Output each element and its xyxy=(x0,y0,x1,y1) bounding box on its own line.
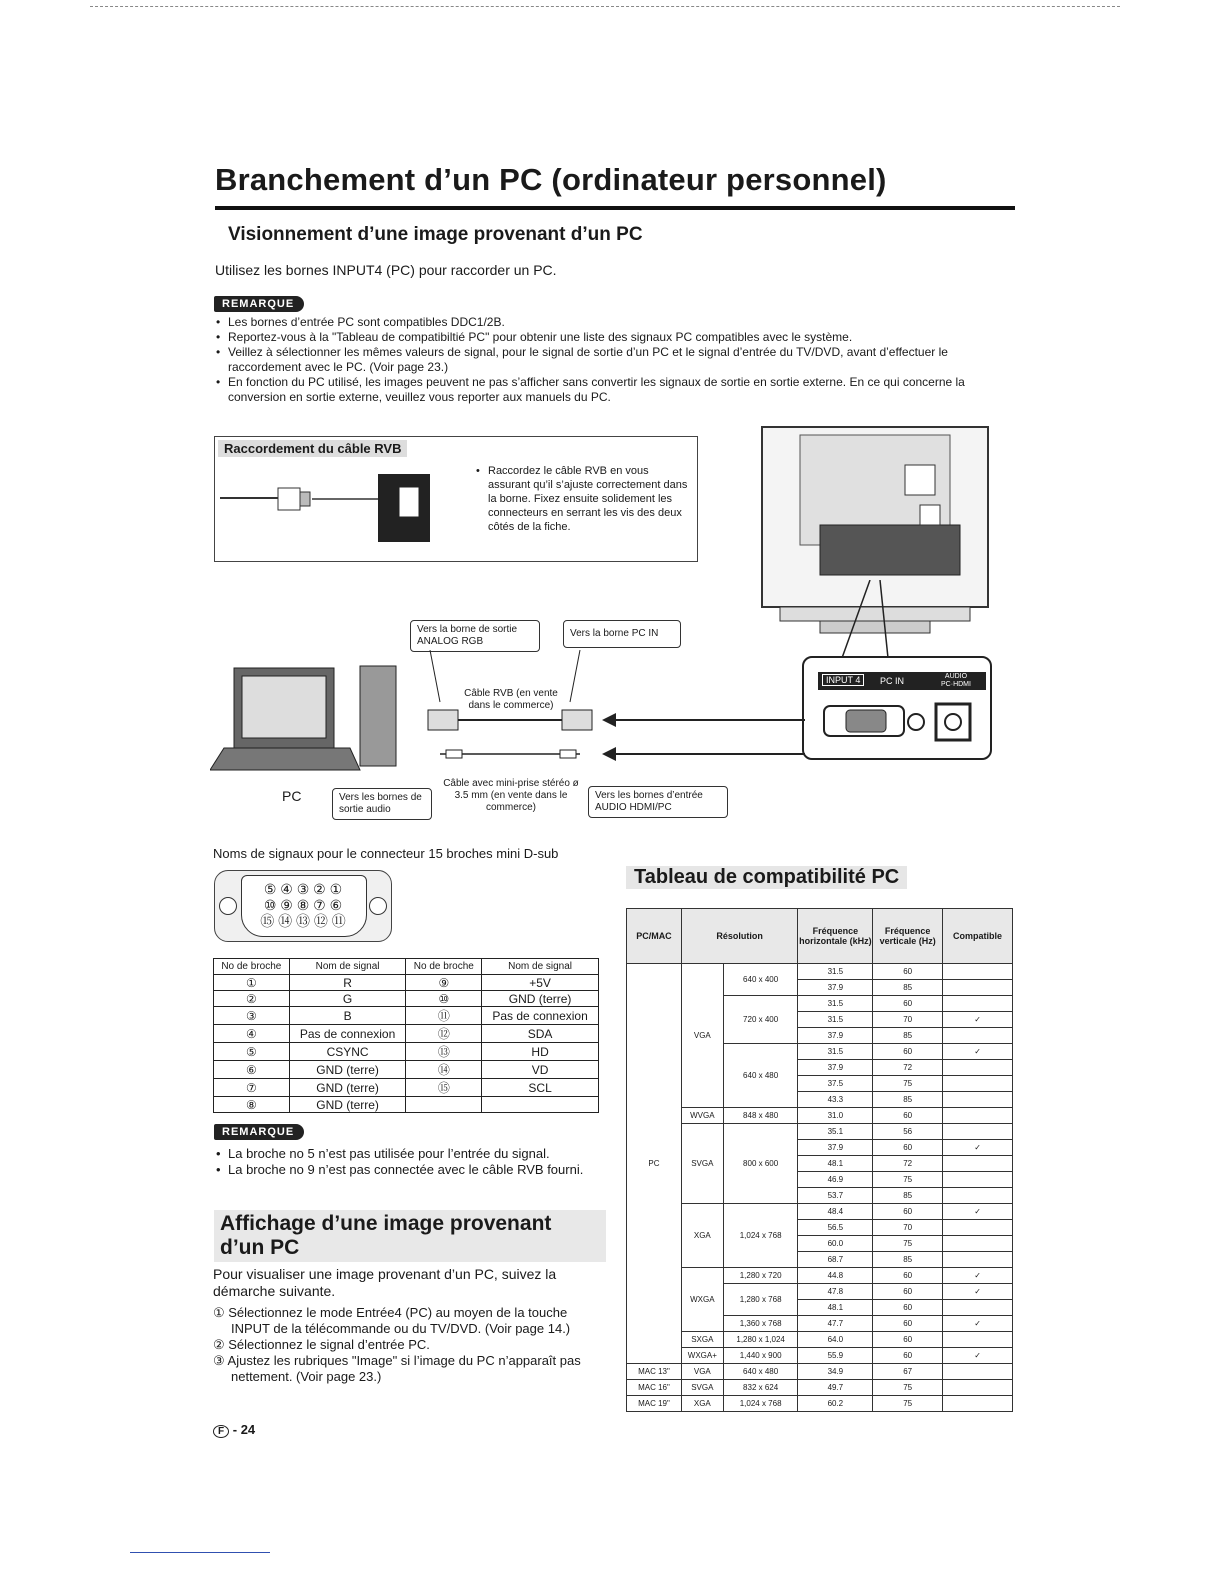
note-item: • En fonction du PC utilisé, les images peuvent ne pas s’afficher sans convertir les signaux de sortie en sortie externe. En ce qui concerne la conversion en sortie externe, veuillez vous reporter aux manuels du PC. xyxy=(214,375,1014,405)
compat-cell: SVGA xyxy=(681,1380,723,1396)
compat-cell: 31.5 xyxy=(798,996,873,1012)
pin-cell: ③ xyxy=(214,1007,290,1025)
compat-cell: PC xyxy=(627,964,682,1364)
compat-cell: XGA xyxy=(681,1204,723,1268)
intro-text: Utilisez les bornes INPUT4 (PC) pour raccorder un PC. xyxy=(215,262,557,278)
compat-cell: 85 xyxy=(873,1092,943,1108)
pin-cell: ⑦ xyxy=(214,1079,290,1097)
compat-cell xyxy=(943,1028,1013,1044)
pin-cell: B xyxy=(289,1007,406,1025)
compat-cell: 1,440 x 900 xyxy=(723,1348,798,1364)
compat-cell: 48.1 xyxy=(798,1300,873,1316)
compat-cell: 1,280 x 720 xyxy=(723,1268,798,1284)
compat-cell: 70 xyxy=(873,1012,943,1028)
display-steps xyxy=(213,1305,593,1385)
display-intro: Pour visualiser une image provenant d’un PC, suivez la démarche suivante. xyxy=(213,1266,557,1299)
pin-cell: ⑪ xyxy=(406,1007,482,1025)
cables xyxy=(420,650,820,790)
compat-cell: 47.8 xyxy=(798,1284,873,1300)
compat-row xyxy=(627,1108,1013,1124)
remark-badge: REMARQUE xyxy=(214,294,304,312)
compat-cell: 37.5 xyxy=(798,1076,873,1092)
compat-cell: MAC 16" xyxy=(627,1380,682,1396)
pin-header: Nom de signal xyxy=(289,959,406,975)
compat-cell: 85 xyxy=(873,1188,943,1204)
compat-cell: 60.0 xyxy=(798,1236,873,1252)
compat-cell xyxy=(943,1364,1013,1380)
step-item: ① Sélectionnez le mode Entrée4 (PC) au moyen de la touche INPUT de la télécommande ou du TV/DVD. (Voir page 14.) xyxy=(213,1305,571,1336)
compat-cell xyxy=(943,1220,1013,1236)
compat-cell xyxy=(943,1380,1013,1396)
bottom-rule xyxy=(130,1552,270,1553)
compat-row xyxy=(627,1204,1013,1220)
compat-cell: 56.5 xyxy=(798,1220,873,1236)
compat-cell: 55.9 xyxy=(798,1348,873,1364)
compat-cell: 44.8 xyxy=(798,1268,873,1284)
rvb-instructions: • Raccordez le câble RVB en vous assurant qu’il s’ajuste correctement dans la borne. Fixez ensuite solidement les connecteurs en serrant les vis des deux côtés de la fiche. xyxy=(476,465,688,533)
compat-header: Résolution xyxy=(681,909,798,964)
compat-cell: WXGA+ xyxy=(681,1348,723,1364)
compat-cell: VGA xyxy=(681,964,723,1108)
compat-cell: 60 xyxy=(873,1316,943,1332)
compat-cell xyxy=(943,1332,1013,1348)
compat-cell: 49.7 xyxy=(798,1380,873,1396)
pin-cell xyxy=(482,1097,599,1113)
pins-caption: Noms de signaux pour le connecteur 15 broches mini D-sub xyxy=(213,846,559,861)
compat-cell: 70 xyxy=(873,1220,943,1236)
input-panel-zoom xyxy=(802,656,992,760)
section-title: Visionnement d’une image provenant d’un PC xyxy=(228,224,643,245)
compat-cell: 31.5 xyxy=(798,1012,873,1028)
compat-cell: 31.5 xyxy=(798,1044,873,1060)
compat-cell xyxy=(943,1300,1013,1316)
pin-row xyxy=(214,991,599,1007)
panel-input-label: INPUT 4 xyxy=(822,674,864,686)
pin-row-3: ⑮ ⑭ ⑬ ⑫ ⑪ xyxy=(260,913,346,929)
compat-cell: 60 xyxy=(873,1204,943,1220)
compat-cell: 67 xyxy=(873,1364,943,1380)
screw-right-icon xyxy=(369,897,387,915)
compat-cell: 60.2 xyxy=(798,1396,873,1412)
compat-cell: ✓ xyxy=(943,1044,1013,1060)
pin-note-item: • La broche no 5 n’est pas utilisée pour l’entrée du signal. xyxy=(214,1146,594,1162)
compat-cell: XGA xyxy=(681,1396,723,1412)
pin-row xyxy=(214,1079,599,1097)
display-title: Affichage d’une image provenant d’un PC xyxy=(214,1210,606,1262)
compat-cell: SVGA xyxy=(681,1124,723,1204)
pin-cell: G xyxy=(289,991,406,1007)
pin-cell: GND (terre) xyxy=(289,1097,406,1113)
compat-cell: 56 xyxy=(873,1124,943,1140)
compat-cell xyxy=(943,980,1013,996)
compat-cell: WVGA xyxy=(681,1108,723,1124)
compat-cell: 640 x 480 xyxy=(723,1364,798,1380)
page-number: F - 24 xyxy=(213,1422,255,1438)
note-item: • Reportez-vous à la "Tableau de compatibiltié PC" pour obtenir une liste des signaux PC compatibles avec le système. xyxy=(214,330,1014,345)
callout-audio-in: Vers les bornes d’entrée AUDIO HDMI/PC xyxy=(588,786,728,818)
compat-header: Compatible xyxy=(943,909,1013,964)
compat-mac-row xyxy=(627,1364,1013,1380)
pin-cell: ④ xyxy=(214,1025,290,1043)
pin-note-item: • La broche no 9 n’est pas connectée avec le câble RVB fourni. xyxy=(214,1162,594,1178)
compat-cell: ✓ xyxy=(943,1316,1013,1332)
pin-cell: HD xyxy=(482,1043,599,1061)
compat-cell: ✓ xyxy=(943,1348,1013,1364)
compat-cell: 53.7 xyxy=(798,1188,873,1204)
compat-cell: 48.4 xyxy=(798,1204,873,1220)
compat-cell: MAC 19" xyxy=(627,1396,682,1412)
pin-cell: ⑮ xyxy=(406,1079,482,1097)
pin-cell: ⑫ xyxy=(406,1025,482,1043)
compat-cell: 47.7 xyxy=(798,1316,873,1332)
compat-table-body xyxy=(627,964,1013,1412)
compat-cell: 85 xyxy=(873,980,943,996)
pin-cell: +5V xyxy=(482,975,599,991)
pin-header: No de broche xyxy=(214,959,290,975)
remark-badge-2: REMARQUE xyxy=(214,1122,304,1140)
pin-row-2: ⑩ ⑨ ⑧ ⑦ ⑥ xyxy=(263,897,343,913)
zoom-lines xyxy=(840,580,910,660)
pin-table-body xyxy=(214,975,599,1113)
compat-cell: ✓ xyxy=(943,1268,1013,1284)
callout-pc-in: Vers la borne PC IN xyxy=(563,620,681,648)
compat-mac-row xyxy=(627,1380,1013,1396)
compat-cell xyxy=(943,1060,1013,1076)
note-item: • Les bornes d’entrée PC sont compatibles DDC1/2B. xyxy=(214,315,1014,330)
compat-cell: 75 xyxy=(873,1076,943,1092)
step-item: ③ Ajustez les rubriques "Image" si l’image du PC n’apparaît pas nettement. (Voir page 23.) xyxy=(213,1353,581,1384)
compat-cell: 75 xyxy=(873,1172,943,1188)
compat-cell: 72 xyxy=(873,1060,943,1076)
pin-cell: ⑩ xyxy=(406,991,482,1007)
compat-cell: 1,024 x 768 xyxy=(723,1396,798,1412)
compat-cell: VGA xyxy=(681,1364,723,1380)
pin-row xyxy=(214,1043,599,1061)
compat-cell: 43.3 xyxy=(798,1092,873,1108)
compat-cell: 75 xyxy=(873,1236,943,1252)
compat-cell: ✓ xyxy=(943,1204,1013,1220)
compat-cell: 85 xyxy=(873,1252,943,1268)
pin-cell: GND (terre) xyxy=(482,991,599,1007)
compat-cell xyxy=(943,1252,1013,1268)
compat-cell xyxy=(943,1092,1013,1108)
compat-cell: 72 xyxy=(873,1156,943,1172)
compat-cell: 60 xyxy=(873,1108,943,1124)
pin-cell: CSYNC xyxy=(289,1043,406,1061)
compat-cell: SXGA xyxy=(681,1332,723,1348)
compat-cell xyxy=(943,1188,1013,1204)
compat-cell: 34.9 xyxy=(798,1364,873,1380)
page-title: Branchement d’un PC (ordinateur personnel) xyxy=(215,162,887,197)
compat-cell: 31.5 xyxy=(798,964,873,980)
top-rule xyxy=(90,6,1120,7)
compat-cell xyxy=(943,1172,1013,1188)
pin-cell: GND (terre) xyxy=(289,1061,406,1079)
compat-cell: 1,280 x 768 xyxy=(723,1284,798,1316)
compat-cell: 720 x 400 xyxy=(723,996,798,1044)
compat-cell xyxy=(943,964,1013,980)
compat-cell xyxy=(943,1396,1013,1412)
pin-header: No de broche xyxy=(406,959,482,975)
compat-cell: 60 xyxy=(873,1348,943,1364)
compat-cell: 60 xyxy=(873,1268,943,1284)
pin-row xyxy=(214,1007,599,1025)
compat-cell xyxy=(943,1156,1013,1172)
compat-cell xyxy=(943,996,1013,1012)
compat-row xyxy=(627,964,1013,980)
callout-audio-out: Vers les bornes de sortie audio xyxy=(332,788,432,820)
pin-cell: ① xyxy=(214,975,290,991)
cable-rvb-label: Câble RVB (en vente dans le commerce) xyxy=(464,688,558,711)
compat-cell: MAC 13" xyxy=(627,1364,682,1380)
compat-cell xyxy=(943,1236,1013,1252)
compat-cell: 75 xyxy=(873,1396,943,1412)
step-item: ② Sélectionnez le signal d’entrée PC. xyxy=(213,1337,430,1352)
compat-cell: 60 xyxy=(873,1140,943,1156)
pin-row xyxy=(214,1097,599,1113)
compat-cell: 1,280 x 1,024 xyxy=(723,1332,798,1348)
compat-row xyxy=(627,1124,1013,1140)
compat-cell: 85 xyxy=(873,1028,943,1044)
compat-row xyxy=(627,1332,1013,1348)
compat-title: Tableau de compatibilité PC xyxy=(626,866,907,889)
cable-mini-label: Câble avec mini-prise stéréo ø 3.5 mm (en vente dans le commerce) xyxy=(443,778,579,813)
compat-cell: 37.9 xyxy=(798,1028,873,1044)
compat-cell: 800 x 600 xyxy=(723,1124,798,1204)
callout-analog-rgb: Vers la borne de sortie ANALOG RGB xyxy=(410,620,540,652)
pin-cell: ⑬ xyxy=(406,1043,482,1061)
pin-cell: GND (terre) xyxy=(289,1079,406,1097)
compat-header: Fréquence horizontale (kHz) xyxy=(798,909,873,964)
compat-cell: 46.9 xyxy=(798,1172,873,1188)
compat-cell: 68.7 xyxy=(798,1252,873,1268)
compat-cell: 640 x 480 xyxy=(723,1044,798,1108)
compat-row xyxy=(627,1348,1013,1364)
compat-cell: WXGA xyxy=(681,1268,723,1332)
pin-cell xyxy=(406,1097,482,1113)
compat-cell: 60 xyxy=(873,1300,943,1316)
pin-cell: ⑭ xyxy=(406,1061,482,1079)
compat-cell: ✓ xyxy=(943,1012,1013,1028)
pin-cell: SDA xyxy=(482,1025,599,1043)
compat-cell: 48.1 xyxy=(798,1156,873,1172)
compat-header: PC/MAC xyxy=(627,909,682,964)
pin-row xyxy=(214,1025,599,1043)
panel-audio-label: AUDIO PC·HDMI xyxy=(941,673,971,688)
compat-cell: ✓ xyxy=(943,1140,1013,1156)
compat-cell: 64.0 xyxy=(798,1332,873,1348)
pin-cell: R xyxy=(289,975,406,991)
vga-port-icon xyxy=(816,698,986,748)
pin-table xyxy=(213,958,599,1113)
compat-cell: 640 x 400 xyxy=(723,964,798,996)
compat-cell: 1,360 x 768 xyxy=(723,1316,798,1332)
compat-cell: 37.9 xyxy=(798,1060,873,1076)
compat-cell: 60 xyxy=(873,964,943,980)
pin-row xyxy=(214,1061,599,1079)
pin-cell: Pas de connexion xyxy=(482,1007,599,1025)
compat-cell: ✓ xyxy=(943,1284,1013,1300)
compat-cell: 35.1 xyxy=(798,1124,873,1140)
compat-mac-row xyxy=(627,1396,1013,1412)
compat-cell: 60 xyxy=(873,996,943,1012)
compat-cell: 1,024 x 768 xyxy=(723,1204,798,1268)
pin-row-1: ⑤ ④ ③ ② ① xyxy=(263,881,343,897)
pin-header: Nom de signal xyxy=(482,959,599,975)
pin-notes xyxy=(214,1146,594,1178)
pin-cell: SCL xyxy=(482,1079,599,1097)
pin-cell: ⑨ xyxy=(406,975,482,991)
compat-cell: 31.0 xyxy=(798,1108,873,1124)
compat-header: Fréquence verticale (Hz) xyxy=(873,909,943,964)
pin-row xyxy=(214,975,599,991)
compat-table xyxy=(626,908,1013,1412)
pin-cell: ⑤ xyxy=(214,1043,290,1061)
compat-cell: 60 xyxy=(873,1044,943,1060)
note-item: • Veillez à sélectionner les mêmes valeurs de signal, pour le signal de sortie d’un PC et le signal d’entrée du TV/DVD, avant d’effectuer le raccordement avec le PC. (Voir page 23.) xyxy=(214,345,1014,375)
pc-icon xyxy=(210,662,400,774)
screw-left-icon xyxy=(219,897,237,915)
pc-label: PC xyxy=(282,788,302,804)
compat-cell xyxy=(943,1108,1013,1124)
pin-cell: Pas de connexion xyxy=(289,1025,406,1043)
pin-cell: VD xyxy=(482,1061,599,1079)
compat-cell xyxy=(943,1076,1013,1092)
title-rule xyxy=(215,206,1015,210)
rvb-title: Raccordement du câble RVB xyxy=(218,440,407,457)
compat-cell: 60 xyxy=(873,1284,943,1300)
pin-cell: ② xyxy=(214,991,290,1007)
pin-cell: ⑧ xyxy=(214,1097,290,1113)
compat-cell: 37.9 xyxy=(798,1140,873,1156)
rvb-illustration xyxy=(220,468,440,549)
compat-row xyxy=(627,1268,1013,1284)
compat-cell xyxy=(943,1124,1013,1140)
compat-cell: 60 xyxy=(873,1332,943,1348)
vga-plug-icon xyxy=(220,468,440,544)
pin-cell: ⑥ xyxy=(214,1061,290,1079)
dsub-connector xyxy=(214,870,392,942)
compat-cell: 75 xyxy=(873,1380,943,1396)
panel-pcin-label: PC IN xyxy=(880,676,905,686)
compat-cell: 37.9 xyxy=(798,980,873,996)
compat-cell: 832 x 624 xyxy=(723,1380,798,1396)
compat-cell: 848 x 480 xyxy=(723,1108,798,1124)
notes-list xyxy=(214,315,1014,405)
